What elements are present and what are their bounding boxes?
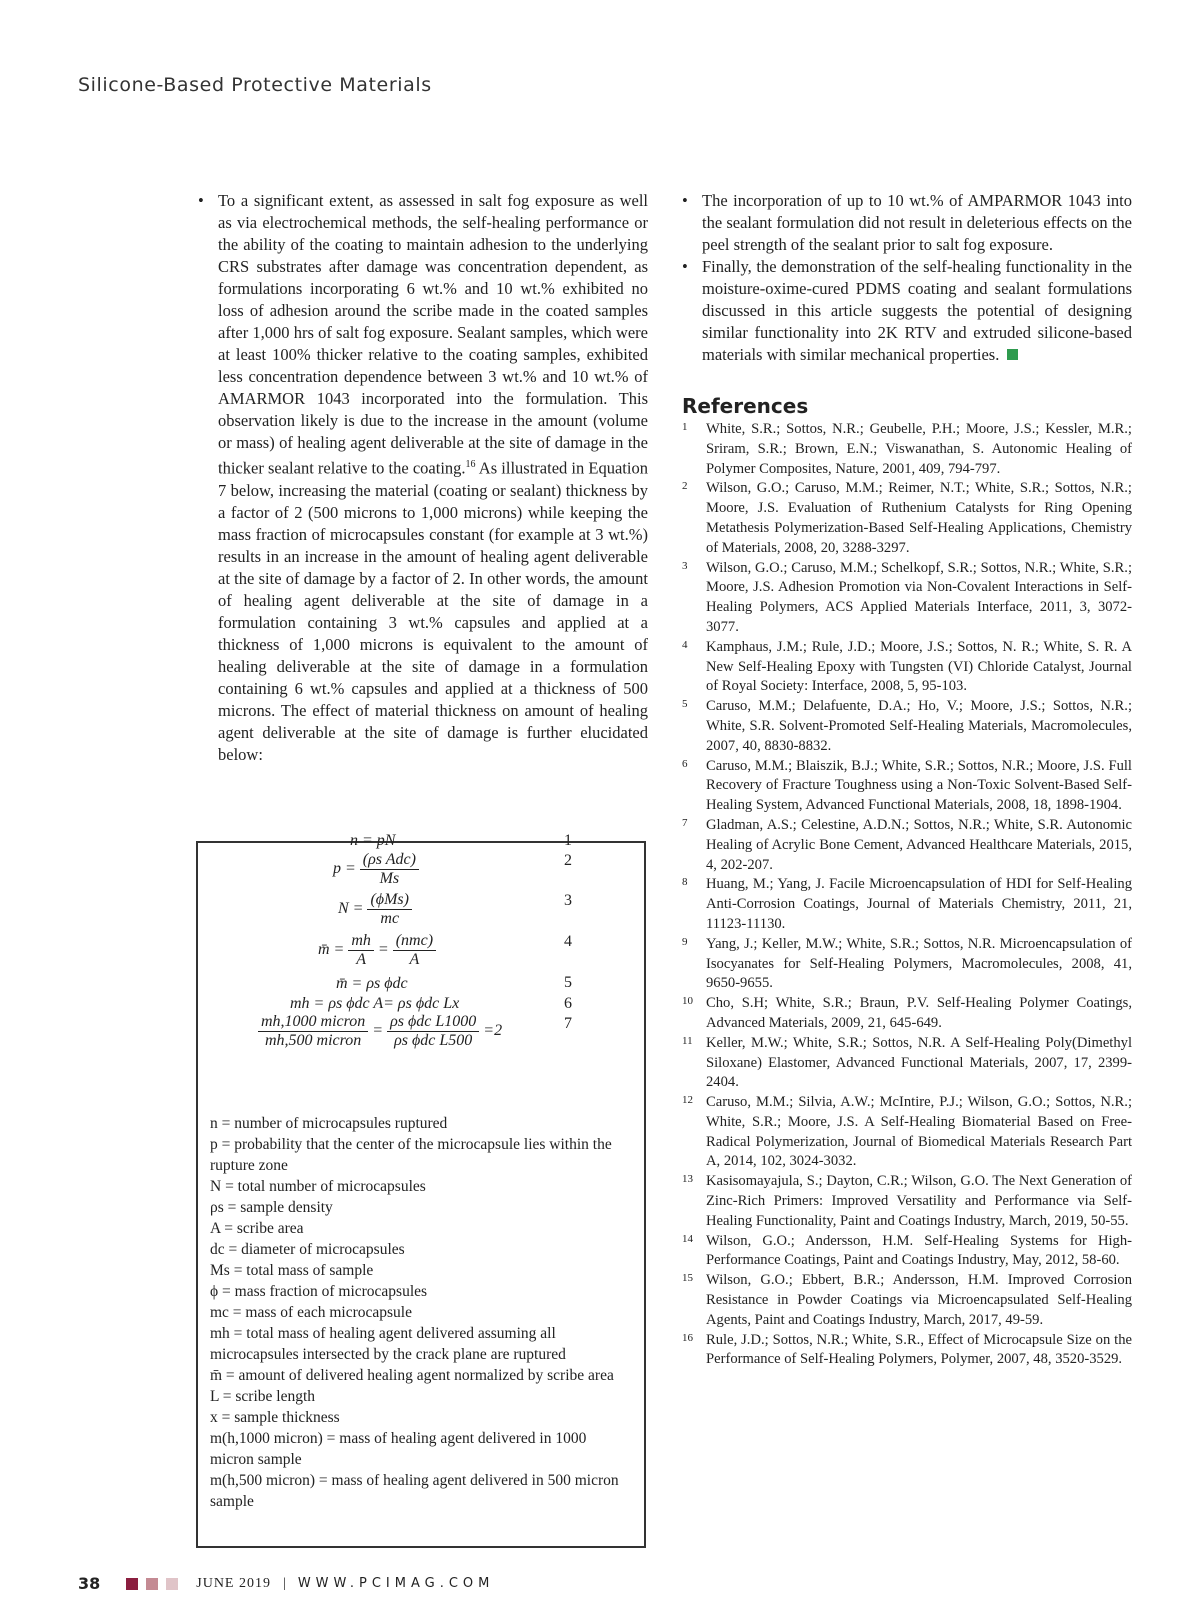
bullet-dot: • [682, 191, 688, 210]
left-bullet-text: To a significant extent, as assessed in salt fog exposure as well as via electrochemical methods, the self-healing performance or the ability of the coating to maintain adhesion to the underlying CRS substrates after damage was concentration dependent, as formulations incorporating 6 wt.% and 10 wt.% exhibited no loss of adhesion around the scribe made in the coated samples after 1,000 hrs of salt fog exposure. Sealant samples, which were at least 100% thicker relative to the coating samples, exhibited less concentration dependence between 3 wt.% and 10 wt.% of AMARMOR 1043 incorporated into the formulation. This observation likely is due to the increase in the amount (volume or mass) of healing agent deliverable at the site of damage in the thicker sealant relative to the coating. [218, 191, 648, 478]
eq4-lhs: m̄ = [318, 941, 345, 959]
definition-item: m(h,500 micron) = mass of healing agent delivered in 500 micron sample [210, 1472, 619, 1510]
website-url: WWW.PCIMAG.COM [297, 1576, 495, 1591]
reference-number: 16 [682, 1331, 693, 1344]
eq3-denominator: mc [380, 910, 400, 927]
definition-item: x = sample thickness [210, 1409, 340, 1426]
definition-item: Ms = total mass of sample [210, 1262, 374, 1279]
eq7-equals: = [372, 1022, 384, 1040]
eq4-denominator-2: A [409, 951, 420, 968]
eq7-fraction-1 [258, 1013, 368, 1050]
equation-number: 6 [564, 995, 572, 1012]
definition-item: m(h,1000 micron) = mass of healing agent delivered in 1000 micron sample [210, 1430, 587, 1468]
reference-text: Caruso, M.M.; Silvia, A.W.; McIntire, P.J.; Wilson, G.O.; Sottos, N.R.; White, S.R.; Moore, J.S. A Self-Healing Biomaterial Based on Free-Radical Polymerization, Journal of Biomedical Materials Research Part A, 2014, 102, 3024-3032. [706, 1094, 1132, 1170]
reference-item [682, 1034, 1132, 1093]
left-bullet-text-cont: As illustrated in Equation 7 below, increasing the material (coating or sealant) thickness by a factor of 2 (500 microns to 1,000 microns) while keeping the mass fraction of microcapsules constant (for example at 3 wt.%) results in an increase in the amount of healing agent deliverable at the site of damage by a factor of 2. In other words, the amount of healing agent deliverable at the site of damage in a formulation containing 3 wt.% capsules and applied at a thickness of 1,000 microns is equivalent to the amount of healing deliverable at the site of damage in a formulation containing 6 wt.% capsules and applied at a thickness of 500 microns. The effect of material thickness on amount of healing agent deliverable at the site of damage is further elucidated below: [218, 458, 648, 764]
eq4-fraction-1 [348, 932, 374, 969]
definition-item: mh = total mass of healing agent delivered assuming all microcapsules intersected by the crack plane are ruptured [210, 1325, 566, 1363]
definition-item: mc = mass of each microcapsule [210, 1304, 412, 1321]
reference-text: Gladman, A.S.; Celestine, A.D.N.; Sottos, N.R.; White, S.R. Autonomic Healing of Acrylic Bone Cement, Advanced Healthcare Materials, 2015, 4, 202-207. [706, 816, 1132, 873]
issue-date: JUNE 2019 [196, 1575, 271, 1591]
reference-text: Wilson, G.O.; Ebbert, B.R.; Andersson, H.M. Improved Corrosion Resistance in Powder Coatings via Microencapsulated Self-Healing Agents, Paint and Coatings Industry, March, 2017, 49-59. [706, 1272, 1132, 1328]
reference-item [682, 559, 1132, 638]
equation-6: mh = ρs ϕdc A= ρs ϕdc Lx [290, 995, 460, 1012]
right-bullet-text: Finally, the demonstration of the self-healing functionality in the moisture-oxime-cured PDMS coating and sealant formulations discussed in this article suggests the potential of designing similar functionality into 2K RTV and extruded silicone-based materials with similar mechanical properties. [702, 257, 1132, 364]
reference-item [682, 875, 1132, 934]
reference-number: 5 [682, 698, 688, 711]
definition-item: N = total number of microcapsules [210, 1178, 426, 1195]
reference-item [682, 935, 1132, 994]
right-bullet [682, 190, 1132, 256]
references-list [682, 420, 1132, 1370]
reference-item [682, 1331, 1132, 1371]
reference-number: 6 [682, 757, 688, 770]
eq7-fraction-2 [387, 1013, 479, 1050]
right-bullet-text: The incorporation of up to 10 wt.% of AMPARMOR 1043 into the sealant formulation did not result in deleterious effects on the peel strength of the sealant prior to salt fog exposure. [702, 191, 1132, 254]
reference-text: Keller, M.W.; White, S.R.; Sottos, N.R. A Self-Healing Poly(Dimethyl Siloxane) Elastomer, Advanced Functional Materials, 2007, 17, 2399-2404. [706, 1034, 1132, 1091]
bullet-dot: • [682, 257, 688, 276]
reference-text: Wilson, G.O.; Andersson, H.M. Self-Healing Systems for High-Performance Coatings, Paint and Coatings Industry, May, 2012, 58-60. [706, 1232, 1132, 1269]
equation-1: n = pN [350, 832, 396, 849]
equation-3 [338, 891, 412, 928]
definition-item: L = scribe length [210, 1388, 316, 1405]
reference-number: 2 [682, 480, 688, 493]
eq7-denominator-1: mh,500 micron [265, 1032, 362, 1049]
eq4-equals: = [377, 941, 389, 959]
eq2-denominator: Ms [379, 870, 400, 887]
reference-text: White, S.R.; Sottos, N.R.; Geubelle, P.H.; Moore, J.S.; Kessler, M.R.; Sriram, S.R.; Brown, E.N.; Viswanathan, S. Autonomic Healing of Polymer Composites, Nature, 2001, 409, 794-797. [706, 421, 1132, 477]
variable-definitions [210, 1113, 630, 1512]
reference-item [682, 420, 1132, 479]
reference-number: 13 [682, 1173, 693, 1186]
left-column [198, 190, 648, 766]
citation-superscript: 16 [465, 459, 476, 470]
eq2-lhs: p = [333, 860, 356, 878]
page-number: 38 [78, 1574, 101, 1593]
reference-text: Yang, J.; Keller, M.W.; White, S.R.; Sottos, N.R. Microencapsulation of Isocyanates for Self-Healing Polymers, Macromolecules, 2008, 41, 9650-9655. [706, 935, 1132, 992]
equation-number: 2 [564, 852, 572, 869]
reference-item [682, 816, 1132, 875]
left-bullet [198, 190, 648, 766]
definition-item: ρs = sample density [210, 1199, 333, 1216]
equation-4 [318, 932, 436, 969]
eq7-numerator-1: mh,1000 micron [258, 1013, 368, 1032]
reference-text: Caruso, M.M.; Delafuente, D.A.; Ho, V.; Moore, J.S.; Sottos, N.R.; White, S.R. Solvent-Promoted Self-Healing Materials, Macromolecules, 2007, 40, 8830-8832. [706, 698, 1132, 754]
reference-text: Huang, M.; Yang, J. Facile Microencapsulation of HDI for Self-Healing Anti-Corrosion Coatings, Journal of Materials Chemistry, 2011, 21, 11123-11130. [706, 876, 1132, 932]
reference-item [682, 757, 1132, 816]
reference-number: 11 [682, 1034, 693, 1047]
reference-text: Caruso, M.M.; Blaiszik, B.J.; White, S.R.; Sottos, N.R.; Moore, J.S. Full Recovery of Fracture Toughness using a Non-Toxic Solvent-Based Self-Healing System, Advanced Functional Materials, 2008, 18, 1898-1904. [706, 757, 1132, 814]
running-header: Silicone-Based Protective Materials [78, 74, 432, 96]
reference-number: 4 [682, 638, 688, 651]
bullet-dot: • [198, 191, 204, 210]
definition-item: p = probability that the center of the microcapsule lies within the rupture zone [210, 1136, 612, 1174]
equation-number: 5 [564, 974, 572, 991]
definition-item: A = scribe area [210, 1220, 304, 1237]
reference-item [682, 994, 1132, 1034]
reference-number: 15 [682, 1272, 693, 1285]
reference-number: 8 [682, 876, 688, 889]
reference-number: 9 [682, 935, 688, 948]
reference-text: Wilson, G.O.; Caruso, M.M.; Schelkopf, S.R.; Sottos, N.R.; White, S.R.; Moore, J.S. Adhesion Promotion via Non-Covalent Interactions in Self-Healing Polymers, ACS Applied Materials Interface, 2011, 3, 3072-3077. [706, 559, 1132, 635]
eq7-denominator-2: ρs ϕdc L500 [394, 1032, 473, 1049]
eq3-lhs: N = [338, 900, 364, 918]
reference-text: Kasisomayajula, S.; Dayton, C.R.; Wilson, G.O. The Next Generation of Zinc-Rich Primers: Improved Versatility and Performance via Self-Healing Functionality, Paint and Coatings Industry, March, 2019, 50-55. [706, 1173, 1132, 1229]
reference-number: 7 [682, 816, 688, 829]
reference-text: Rule, J.D.; Sottos, N.R.; White, S.R., Effect of Microcapsule Size on the Performance of Self-Healing Polymers, Polymer, 2007, 48, 3520-3529. [706, 1331, 1132, 1368]
definition-item: n = number of microcapsules ruptured [210, 1115, 448, 1132]
decorative-square [126, 1578, 138, 1590]
reference-number: 1 [682, 421, 688, 433]
eq2-fraction [360, 851, 419, 888]
eq4-numerator-2: (nmc) [393, 932, 436, 951]
eq2-numerator: (ρs Adc) [360, 851, 419, 870]
equation-number: 4 [564, 933, 572, 950]
reference-item [682, 638, 1132, 697]
page-footer [78, 1574, 494, 1593]
right-bullet [682, 256, 1132, 366]
decorative-square [166, 1578, 178, 1590]
references-heading: References [682, 394, 809, 418]
eq4-numerator-1: mh [348, 932, 374, 951]
eq7-result: =2 [483, 1022, 503, 1040]
reference-item [682, 1093, 1132, 1172]
equation-box [196, 832, 646, 1548]
equation-5: m̄ = ρs ϕdc [336, 975, 408, 992]
reference-item [682, 697, 1132, 756]
reference-text: Wilson, G.O.; Caruso, M.M.; Reimer, N.T.; White, S.R.; Sottos, N.R.; Moore, J.S. Evaluation of Ruthenium Catalysts for Ring Opening Metathesis Polymerization-Based Self-Healing Applications, Chemistry of Materials, 2008, 20, 3288-3297. [706, 480, 1132, 556]
reference-item [682, 479, 1132, 558]
footer-separator: | [283, 1575, 286, 1591]
reference-number: 12 [682, 1094, 693, 1107]
eq3-numerator: (ϕMs) [367, 891, 412, 910]
eq4-denominator-1: A [356, 951, 367, 968]
definition-item: m̄ = amount of delivered healing agent normalized by scribe area [210, 1367, 614, 1384]
equation-number: 3 [564, 892, 572, 909]
reference-number: 10 [682, 995, 693, 1008]
reference-item [682, 1232, 1132, 1272]
definition-item: dc = diameter of microcapsules [210, 1241, 405, 1258]
eq4-fraction-2 [393, 932, 436, 969]
eq7-numerator-2: ρs ϕdc L1000 [387, 1013, 479, 1032]
equation-number: 7 [564, 1015, 572, 1032]
decorative-square [146, 1578, 158, 1590]
article-end-mark [1007, 349, 1018, 360]
equation-7 [258, 1013, 502, 1050]
reference-item [682, 1271, 1132, 1330]
reference-number: 14 [682, 1232, 693, 1245]
equation-2 [333, 851, 419, 888]
right-column [682, 190, 1132, 1370]
reference-number: 3 [682, 559, 688, 572]
equation-number: 1 [564, 832, 572, 849]
reference-item [682, 1172, 1132, 1231]
definition-item: ϕ = mass fraction of microcapsules [210, 1283, 428, 1300]
reference-text: Cho, S.H; White, S.R.; Braun, P.V. Self-Healing Polymer Coatings, Advanced Materials, 2009, 21, 645-649. [706, 995, 1132, 1031]
eq3-fraction [367, 891, 412, 928]
reference-text: Kamphaus, J.M.; Rule, J.D.; Moore, J.S.; Sottos, N. R.; White, S. R. A New Self-Healing Epoxy with Tungsten (VI) Chloride Catalyst, Journal of Royal Society: Interface, 2008, 5, 95-103. [706, 638, 1132, 695]
